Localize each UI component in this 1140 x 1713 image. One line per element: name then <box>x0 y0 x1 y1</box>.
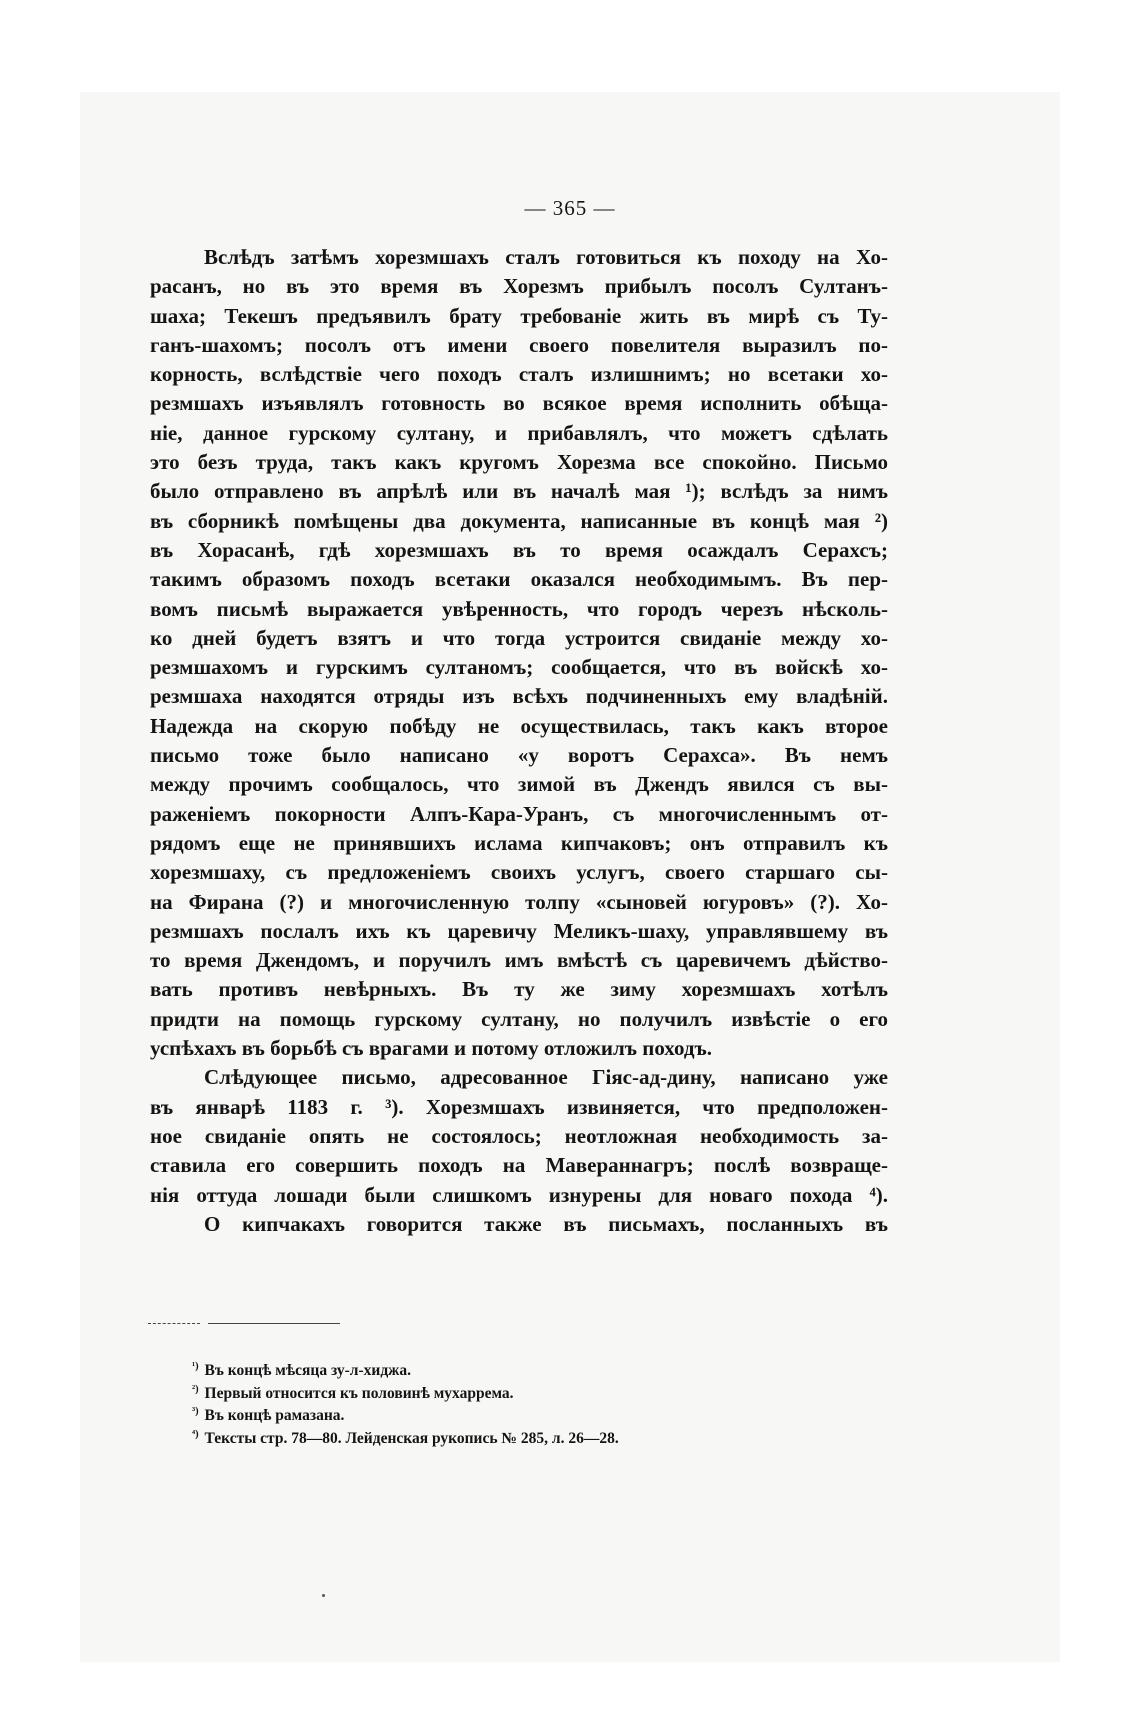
text-line: такимъ образомъ походъ всетаки оказался необходимымъ. Въ пер- <box>150 567 888 592</box>
text-line: въ сборникѣ помѣщены два документа, написанные въ концѣ мая ²) <box>150 508 888 533</box>
text-line: О кипчакахъ говорится также въ письмахъ, посланныхъ въ <box>204 1211 888 1236</box>
text-line: Вслѣдъ затѣмъ хорезмшахъ сталъ готовиться къ походу на Хо- <box>204 245 888 269</box>
text-line: резмшахомъ и гурскимъ султаномъ; сообщается, что въ войскѣ хо- <box>150 655 888 680</box>
text-line: шаха; Текешъ предъявилъ брату требованіе жить въ мирѣ съ Ту- <box>150 303 888 328</box>
text-line: на Фирана (?) и многочисленную толпу «сыновей югуровъ» (?). Хо- <box>150 889 888 914</box>
text-line: резмшахъ послалъ ихъ къ царевичу Меликъ-шаху, управлявшему въ <box>150 918 888 943</box>
text-line: резмшахъ изъявлялъ готовность во всякое время исполнить обѣща- <box>150 391 888 416</box>
text-line: расанъ, но въ это время въ Хорезмъ прибылъ посолъ Султанъ- <box>150 274 888 299</box>
text-line: рядомъ еще не принявшихъ ислама кипчаковъ; онъ отправилъ къ <box>150 830 888 855</box>
footnote-mark: ¹) <box>192 1361 199 1372</box>
footnote-text: Въ концѣ рамазана. <box>204 1407 345 1425</box>
text-line: между прочимъ сообщалось, что зимой въ Джендъ явился съ вы- <box>150 772 888 797</box>
text-line: Надежда на скорую побѣду не осуществилась, такъ какъ второе <box>150 713 888 738</box>
text-line: ставила его совершить походъ на Мавераннагръ; послѣ возвраще- <box>150 1153 888 1178</box>
scan-speck <box>322 1594 325 1597</box>
text-line: придти на помощь гурскому султану, но получилъ извѣстіе о его <box>150 1006 888 1031</box>
text-line: ганъ-шахомъ; посолъ отъ имени своего повелителя выразилъ по- <box>150 332 888 357</box>
footnote-mark: ²) <box>192 1383 199 1395</box>
text-line: это безъ труда, такъ какъ кругомъ Хорезма все спокойно. Письмо <box>150 450 888 475</box>
text-line: успѣхахъ въ борьбѣ съ врагами и потому отложилъ походъ. <box>150 1036 713 1061</box>
text-line: корность, вслѣдствіе чего походъ сталъ излишнимъ; но всетаки хо- <box>150 362 888 387</box>
text-line: въ Хорасанѣ, гдѣ хорезмшахъ въ то время осаждалъ Серахсъ; <box>150 537 888 562</box>
body-text <box>150 243 888 1239</box>
footnote-text: Въ концѣ мѣсяца зу-л-хиджа. <box>204 1362 412 1379</box>
text-line: ко дней будетъ взятъ и что тогда устроится свиданіе между хо- <box>150 625 888 650</box>
footnote <box>192 1401 892 1424</box>
footnote-mark: ⁴) <box>192 1428 199 1440</box>
footnote-text: Тексты стр. 78—80. Лейденская рукопись № 285, л. 26—28. <box>204 1429 619 1447</box>
footnote <box>192 1356 892 1379</box>
text-line: раженіемъ покорности Алпъ-Кара-Уранъ, съ многочисленнымъ от- <box>150 801 888 826</box>
text-line: то время Джендомъ, и поручилъ имъ вмѣстѣ съ царевичемъ дѣйство- <box>150 948 888 973</box>
footnote-rule <box>148 1323 200 1324</box>
text-line: письмо тоже было написано «у воротъ Серахса». Въ немъ <box>150 743 888 768</box>
page-number: — 365 — <box>524 196 616 220</box>
text-line: ніе, данное гурскому султану, и прибавлялъ, что можетъ сдѣлать <box>150 420 888 445</box>
text-line: ное свиданіе опять не состоялось; неотложная необходимость за- <box>150 1123 888 1148</box>
footnotes <box>192 1356 892 1446</box>
footnote <box>192 1424 892 1447</box>
footnote-mark: ³) <box>192 1406 199 1418</box>
text-line: вать противъ невѣрныхъ. Въ ту же зиму хорезмшахъ хотѣлъ <box>150 977 888 1002</box>
text-line: нія оттуда лошади были слишкомъ изнурены для новаго похода ⁴). <box>150 1182 888 1207</box>
footnote-text: Первый относится къ половинѣ мухаррема. <box>204 1384 514 1402</box>
text-line: Слѣдующее письмо, адресованное Гіяс-ад-дину, написано уже <box>204 1065 888 1090</box>
text-line: было отправлено въ апрѣлѣ или въ началѣ мая ¹); вслѣдъ за нимъ <box>150 479 888 504</box>
footnote-rule <box>208 1323 340 1324</box>
footnote <box>192 1379 892 1402</box>
text-line: въ январѣ 1183 г. ³). Хорезмшахъ извиняется, что предположен- <box>150 1094 888 1119</box>
text-line: вомъ письмѣ выражается увѣренность, что городъ черезъ нѣсколь- <box>150 596 888 621</box>
text-line: хорезмшаху, съ предложеніемъ своихъ услугъ, своего старшаго сы- <box>150 860 888 885</box>
text-line: резмшаха находятся отряды изъ всѣхъ подчиненныхъ ему владѣній. <box>150 684 888 709</box>
